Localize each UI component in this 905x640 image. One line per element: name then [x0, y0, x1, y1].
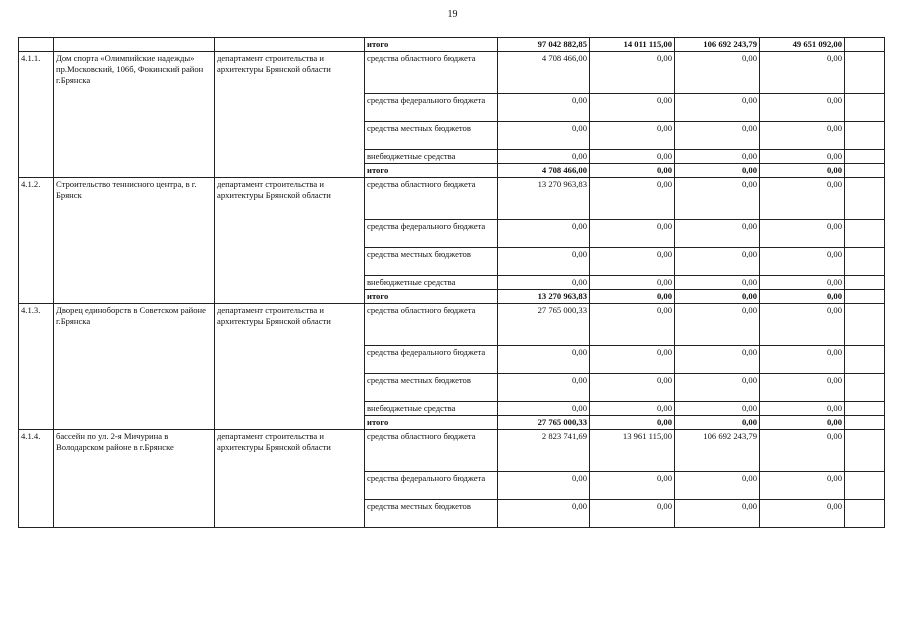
funding-value: 0,00 — [760, 472, 845, 500]
funding-value: 0,00 — [760, 178, 845, 220]
funding-source: средства федерального бюджета — [365, 472, 498, 500]
funding-value: 0,00 — [498, 402, 590, 416]
empty-cell — [215, 38, 365, 52]
blank-cell — [845, 94, 885, 122]
item-code: 4.1.2. — [19, 178, 54, 304]
total-value: 0,00 — [675, 164, 760, 178]
funding-value: 0,00 — [760, 276, 845, 290]
total-value: 0,00 — [590, 416, 675, 430]
funding-source: средства областного бюджета — [365, 178, 498, 220]
funding-value: 0,00 — [498, 220, 590, 248]
item-name: Дворец единоборств в Советском районе г.Брянска — [54, 304, 215, 430]
page-number: 19 — [447, 9, 458, 20]
funding-value: 0,00 — [760, 94, 845, 122]
funding-source: внебюджетные средства — [365, 150, 498, 164]
funding-value: 106 692 243,79 — [675, 430, 760, 472]
item-name: Строительство теннисного центра, в г. Брянск — [54, 178, 215, 304]
funding-source: средства областного бюджета — [365, 52, 498, 94]
blank-cell — [845, 178, 885, 220]
funding-value: 0,00 — [675, 220, 760, 248]
item-name: Дом спорта «Олимпийские надежды» пр.Московский, 106б, Фокинский район г.Брянска — [54, 52, 215, 178]
funding-value: 0,00 — [590, 94, 675, 122]
funding-value: 0,00 — [498, 248, 590, 276]
item-code: 4.1.3. — [19, 304, 54, 430]
funding-value: 13 961 115,00 — [590, 430, 675, 472]
funding-value: 0,00 — [590, 304, 675, 346]
total-label: итого — [365, 164, 498, 178]
funding-value: 0,00 — [590, 346, 675, 374]
item-code: 4.1.1. — [19, 52, 54, 178]
funding-source: внебюджетные средства — [365, 402, 498, 416]
total-value: 0,00 — [675, 416, 760, 430]
blank-cell — [845, 122, 885, 150]
blank-cell — [845, 304, 885, 346]
funding-value: 0,00 — [675, 122, 760, 150]
funding-source: средства областного бюджета — [365, 430, 498, 472]
empty-cell — [19, 38, 54, 52]
funding-value: 0,00 — [675, 52, 760, 94]
funding-row — [19, 430, 885, 472]
item-name: бассейн по ул. 2-я Мичурина в Володарском районе в г.Брянске — [54, 430, 215, 528]
blank-cell — [845, 52, 885, 94]
funding-row — [19, 304, 885, 346]
total-value: 0,00 — [760, 290, 845, 304]
total-value: 0,00 — [590, 164, 675, 178]
funding-value: 0,00 — [675, 178, 760, 220]
blank-cell — [845, 500, 885, 528]
funding-value: 0,00 — [675, 276, 760, 290]
funding-value: 0,00 — [675, 472, 760, 500]
funding-source: средства областного бюджета — [365, 304, 498, 346]
funding-value: 0,00 — [498, 276, 590, 290]
funding-value: 0,00 — [675, 500, 760, 528]
funding-value: 0,00 — [760, 220, 845, 248]
funding-row — [19, 52, 885, 94]
funding-value: 0,00 — [498, 500, 590, 528]
total-value: 13 270 963,83 — [498, 290, 590, 304]
blank-cell — [845, 346, 885, 374]
blank-cell — [845, 276, 885, 290]
funding-value: 0,00 — [760, 304, 845, 346]
funding-value: 0,00 — [590, 472, 675, 500]
blank-cell — [845, 374, 885, 402]
funding-value: 0,00 — [590, 220, 675, 248]
funding-source: средства местных бюджетов — [365, 500, 498, 528]
item-executor: департамент строительства и архитектуры Брянской области — [215, 178, 365, 304]
funding-value: 0,00 — [590, 276, 675, 290]
total-value: 0,00 — [760, 416, 845, 430]
funding-value: 0,00 — [760, 402, 845, 416]
blank-cell — [845, 472, 885, 500]
funding-value: 27 765 000,33 — [498, 304, 590, 346]
funding-value: 0,00 — [590, 248, 675, 276]
total-value: 97 042 882,85 — [498, 38, 590, 52]
funding-value: 0,00 — [760, 430, 845, 472]
funding-value: 0,00 — [590, 374, 675, 402]
total-label: итого — [365, 290, 498, 304]
funding-source: средства местных бюджетов — [365, 122, 498, 150]
funding-value: 0,00 — [590, 500, 675, 528]
funding-source: средства местных бюджетов — [365, 374, 498, 402]
funding-value: 0,00 — [498, 150, 590, 164]
total-value: 49 651 092,00 — [760, 38, 845, 52]
funding-value: 0,00 — [760, 52, 845, 94]
total-value: 0,00 — [590, 290, 675, 304]
blank-cell — [845, 164, 885, 178]
empty-cell — [54, 38, 215, 52]
blank-cell — [845, 38, 885, 52]
funding-value: 0,00 — [675, 304, 760, 346]
grand-total-row — [19, 38, 885, 52]
funding-value: 2 823 741,69 — [498, 430, 590, 472]
funding-value: 0,00 — [590, 402, 675, 416]
funding-value: 4 708 466,00 — [498, 52, 590, 94]
total-value: 4 708 466,00 — [498, 164, 590, 178]
budget-table — [18, 37, 885, 528]
funding-value: 0,00 — [498, 346, 590, 374]
funding-value: 0,00 — [590, 178, 675, 220]
blank-cell — [845, 290, 885, 304]
funding-value: 0,00 — [760, 122, 845, 150]
blank-cell — [845, 402, 885, 416]
item-executor: департамент строительства и архитектуры Брянской области — [215, 304, 365, 430]
funding-value: 0,00 — [498, 472, 590, 500]
blank-cell — [845, 150, 885, 164]
funding-value: 0,00 — [760, 150, 845, 164]
funding-value: 0,00 — [760, 248, 845, 276]
budget-table-body — [19, 38, 885, 528]
funding-row — [19, 178, 885, 220]
total-value: 106 692 243,79 — [675, 38, 760, 52]
funding-value: 0,00 — [590, 122, 675, 150]
funding-value: 0,00 — [675, 374, 760, 402]
total-value: 0,00 — [760, 164, 845, 178]
funding-value: 0,00 — [760, 500, 845, 528]
funding-source: внебюджетные средства — [365, 276, 498, 290]
total-label: итого — [365, 38, 498, 52]
funding-value: 0,00 — [590, 52, 675, 94]
funding-source: средства федерального бюджета — [365, 220, 498, 248]
blank-cell — [845, 248, 885, 276]
funding-value: 0,00 — [675, 150, 760, 164]
blank-cell — [845, 220, 885, 248]
funding-value: 0,00 — [498, 94, 590, 122]
funding-value: 0,00 — [498, 374, 590, 402]
funding-value: 0,00 — [760, 374, 845, 402]
funding-source: средства федерального бюджета — [365, 346, 498, 374]
funding-source: средства федерального бюджета — [365, 94, 498, 122]
blank-cell — [845, 416, 885, 430]
funding-value: 0,00 — [760, 346, 845, 374]
funding-value: 0,00 — [675, 94, 760, 122]
item-executor: департамент строительства и архитектуры Брянской области — [215, 430, 365, 528]
total-value: 0,00 — [675, 290, 760, 304]
item-executor: департамент строительства и архитектуры Брянской области — [215, 52, 365, 178]
funding-value: 13 270 963,83 — [498, 178, 590, 220]
funding-value: 0,00 — [590, 150, 675, 164]
blank-cell — [845, 430, 885, 472]
total-value: 14 011 115,00 — [590, 38, 675, 52]
funding-value: 0,00 — [675, 402, 760, 416]
funding-source: средства местных бюджетов — [365, 248, 498, 276]
total-label: итого — [365, 416, 498, 430]
funding-value: 0,00 — [498, 122, 590, 150]
total-value: 27 765 000,33 — [498, 416, 590, 430]
funding-value: 0,00 — [675, 248, 760, 276]
item-code: 4.1.4. — [19, 430, 54, 528]
funding-value: 0,00 — [675, 346, 760, 374]
